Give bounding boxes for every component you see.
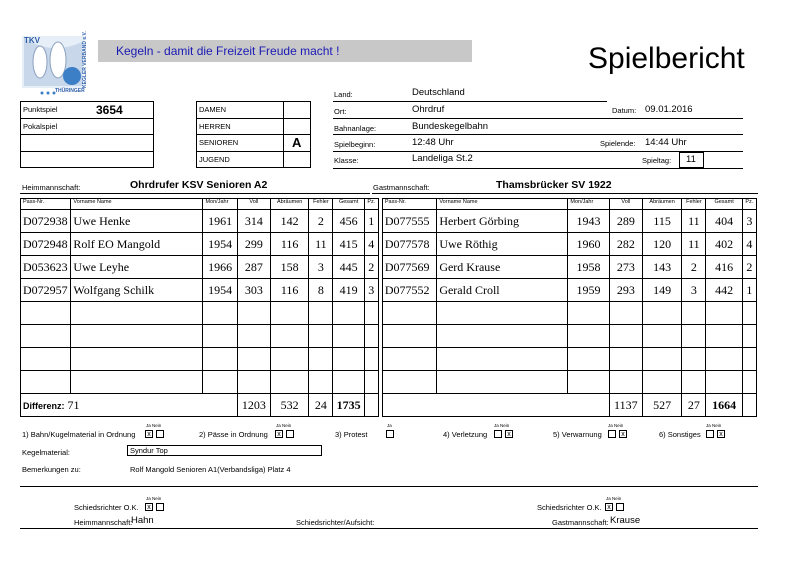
home-abr: 116 [271,233,309,256]
guest-player-name: Gerd Krause [437,256,568,279]
category-jugend: JUGEND [199,155,230,164]
nein-label: Nein [712,423,722,428]
guest-abr: 115 [642,210,681,233]
ja-label: Ja [606,496,611,501]
differenz-value: 71 [67,397,80,412]
guest-abr: 149 [642,279,681,302]
guest-abr: 143 [642,256,681,279]
table-row [21,325,757,348]
home-player-name: Wolfgang Schilk [71,279,203,302]
col-year-guest: Mon/Jahr [568,199,609,210]
ja-nein-header [606,496,621,501]
logo-name: THÜRINGER [55,88,85,94]
klasse-value: Landeliga St.2 [412,153,473,164]
home-fehler: 8 [309,279,333,302]
differenz-label: Differenz: [23,400,65,411]
ja-nein-header [146,496,161,501]
ja-label: Ja [276,423,281,428]
home-gesamt: 419 [333,279,364,302]
table-row [21,302,757,325]
gast-signature-label: Gastmannschaft: [552,518,609,527]
home-year: 1954 [203,233,237,256]
table-row [21,279,757,302]
table-row [21,348,757,371]
col-pass: Pass-Nr. [21,199,71,210]
score-table [20,198,757,417]
tkv-logo [22,31,92,98]
bahnanlage-value: Bundeskegelbahn [412,121,489,132]
table-header-row [21,199,757,210]
q1-nein-checkbox[interactable] [156,430,164,438]
guest-fehler: 2 [682,256,706,279]
nein-label: Nein [612,496,622,501]
home-player-name: Uwe Henke [71,210,203,233]
col-year: Mon/Jahr [203,199,237,210]
col-fehler: Fehler [309,199,333,210]
ja-nein-header [494,423,509,428]
klasse-label: Klasse: [334,156,359,165]
col-pz: Pz. [364,199,378,210]
q5-label: 5) Verwarnung [553,430,602,439]
nein-label: Nein [500,423,510,428]
q2-nein-checkbox[interactable] [286,430,294,438]
guest-year: 1960 [568,233,609,256]
guest-total-voll: 1137 [609,394,642,417]
category-damen: DAMEN [199,105,227,114]
guest-fehler: 3 [682,279,706,302]
ja-nein-header [146,423,161,428]
home-pz: 3 [364,279,378,302]
guest-player-name: Gerald Croll [437,279,568,302]
sr-ok-ja-checkbox-home[interactable]: x [145,503,153,511]
home-pz: 4 [364,233,378,256]
guest-team-name: Thamsbrücker SV 1922 [496,179,612,191]
bemerkungen-label: Bemerkungen zu: [22,465,81,474]
sr-ok-ja-checkbox-guest[interactable]: x [605,503,613,511]
home-abr: 158 [271,256,309,279]
home-pz: 1 [364,210,378,233]
spielbeginn-label: Spielbeginn: [334,140,376,149]
guest-pass: D077569 [382,256,436,279]
kegelmaterial-field[interactable]: Syndur Top [127,445,322,456]
guest-total-abr: 527 [642,394,681,417]
home-pass: D072957 [21,279,71,302]
guest-pz: 2 [742,256,756,279]
home-total-fehler: 24 [309,394,333,417]
ja-label: Ja [146,423,151,428]
col-abr-guest: Abräumen [642,199,681,210]
home-voll: 287 [237,256,270,279]
guest-gesamt: 416 [706,256,742,279]
col-name: Vorname Name [71,199,203,210]
home-pass: D072938 [21,210,71,233]
ja-header: Ja [387,423,392,428]
senioren-mark: A [292,135,302,150]
guest-team-label: Gastmannschaft: [373,183,430,192]
schiedsrichter-ok-label-guest: Schiedsrichter O.K. [537,503,602,512]
spieltag-label: Spieltag: [642,156,672,165]
spieltag-value: 11 [686,154,696,165]
punktspiel-number: 3654 [96,103,123,117]
category-senioren: SENIOREN [199,138,239,147]
ja-nein-header [608,423,623,428]
col-gesamt-guest: Gesamt [706,199,742,210]
punktspiel-label: Punktspiel [23,105,58,114]
home-pass: D072948 [21,233,71,256]
q1-label: 1) Bahn/Kugelmaterial in Ordnung [22,430,136,439]
slogan-banner [98,40,472,62]
guest-year: 1943 [568,210,609,233]
ja-nein-header [276,423,291,428]
col-abr: Abräumen [271,199,309,210]
nein-label: Nein [282,423,292,428]
page-title: Spielbericht [588,42,745,75]
datum-value: 09.01.2016 [645,104,693,115]
q6-label: 6) Sonstiges [659,430,701,439]
table-row [21,233,757,256]
aufsicht-signature-label: Schiedsrichter/Aufsicht: [296,518,375,527]
logo-side-text: KEGLER VERBAND e.V. [82,31,88,88]
col-voll-guest: Voll [609,199,642,210]
home-year: 1966 [203,256,237,279]
table-row [21,210,757,233]
kegelmaterial-label: Kegelmaterial: [22,448,70,457]
home-player-name: Rolf EO Mangold [71,233,203,256]
spielbeginn-value: 12:48 Uhr [412,137,454,148]
guest-year: 1959 [568,279,609,302]
land-value: Deutschland [412,87,465,98]
guest-pz: 4 [742,233,756,256]
col-voll: Voll [237,199,270,210]
home-gesamt: 415 [333,233,364,256]
home-pz: 2 [364,256,378,279]
guest-gesamt: 402 [706,233,742,256]
q5-nein-checkbox[interactable]: x [619,430,627,438]
ja-label: Ja [608,423,613,428]
slogan-text: Kegeln - damit die Freizeit Freude macht ! [116,44,340,58]
sr-ok-nein-checkbox-guest[interactable] [616,503,624,511]
ort-label: Ort: [334,107,347,116]
sr-ok-nein-checkbox-home[interactable] [156,503,164,511]
schiedsrichter-ok-label-home: Schiedsrichter O.K. [74,503,139,512]
home-voll: 314 [237,210,270,233]
home-total-gesamt: 1735 [333,394,364,417]
home-team-name: Ohrdrufer KSV Senioren A2 [130,179,268,191]
pokalspiel-label: Pokalspiel [23,122,58,131]
guest-voll: 273 [609,256,642,279]
home-total-abr: 532 [271,394,309,417]
guest-fehler: 11 [682,210,706,233]
q5-ja-checkbox[interactable] [608,430,616,438]
guest-abr: 120 [642,233,681,256]
home-gesamt: 456 [333,210,364,233]
home-fehler: 3 [309,256,333,279]
ja-label: Ja [706,423,711,428]
home-fehler: 2 [309,210,333,233]
home-pass: D053623 [21,256,71,279]
table-row [21,256,757,279]
guest-player-name: Herbert Görbing [437,210,568,233]
land-label: Land: [334,90,353,99]
bahnanlage-label: Bahnanlage: [334,124,377,133]
table-row [21,371,757,394]
home-year: 1954 [203,279,237,302]
home-gesamt: 445 [333,256,364,279]
home-year: 1961 [203,210,237,233]
nein-label: Nein [614,423,624,428]
col-fehler-guest: Fehler [682,199,706,210]
col-name-guest: Vorname Name [437,199,568,210]
logo-abbr: TKV [24,36,40,45]
guest-pz: 1 [742,279,756,302]
heim-signature-label: Heimmannschaft: [74,518,133,527]
q6-nein-checkbox[interactable]: x [717,430,725,438]
home-voll: 303 [237,279,270,302]
totals-row [21,394,757,417]
category-herren: HERREN [199,122,231,131]
nein-label: Nein [152,423,162,428]
home-voll: 299 [237,233,270,256]
guest-pass: D077578 [382,233,436,256]
guest-total-fehler: 27 [682,394,706,417]
bemerkungen-value: Rolf Mangold Senioren A1(Verbandsliga) Platz 4 [130,465,291,474]
guest-total-gesamt: 1664 [706,394,742,417]
ort-value: Ohrdruf [412,104,445,115]
q1-ja-checkbox[interactable]: x [145,430,153,438]
guest-gesamt: 442 [706,279,742,302]
q2-label: 2) Pässe in Ordnung [199,430,268,439]
heim-signature: Hahn [131,515,154,526]
ja-label: Ja [146,496,151,501]
q2-ja-checkbox[interactable]: x [275,430,283,438]
q3-ja-checkbox[interactable] [386,430,394,438]
q4-ja-checkbox[interactable] [494,430,502,438]
home-team-label: Heimmannschaft: [22,183,81,192]
q6-ja-checkbox[interactable] [706,430,714,438]
col-gesamt: Gesamt [333,199,364,210]
ja-label: Ja [494,423,499,428]
spielende-label: Spielende: [600,139,636,148]
guest-voll: 293 [609,279,642,302]
col-pz-guest: Pz. [742,199,756,210]
guest-pass: D077552 [382,279,436,302]
guest-voll: 289 [609,210,642,233]
guest-fehler: 11 [682,233,706,256]
guest-year: 1958 [568,256,609,279]
col-pass-guest: Pass-Nr. [382,199,436,210]
q4-nein-checkbox[interactable]: x [505,430,513,438]
guest-pass: D077555 [382,210,436,233]
gast-signature: Krause [610,515,641,526]
ja-nein-header [706,423,721,428]
guest-gesamt: 404 [706,210,742,233]
guest-player-name: Uwe Röthig [437,233,568,256]
nein-label: Nein [152,496,162,501]
q3-label: 3) Protest [335,430,368,439]
spielende-value: 14:44 Uhr [645,137,687,148]
guest-pz: 3 [742,210,756,233]
home-fehler: 11 [309,233,333,256]
home-total-voll: 1203 [237,394,270,417]
home-abr: 116 [271,279,309,302]
home-abr: 142 [271,210,309,233]
home-player-name: Uwe Leyhe [71,256,203,279]
datum-label: Datum: [612,106,637,115]
guest-voll: 282 [609,233,642,256]
q4-label: 4) Verletzung [443,430,488,439]
